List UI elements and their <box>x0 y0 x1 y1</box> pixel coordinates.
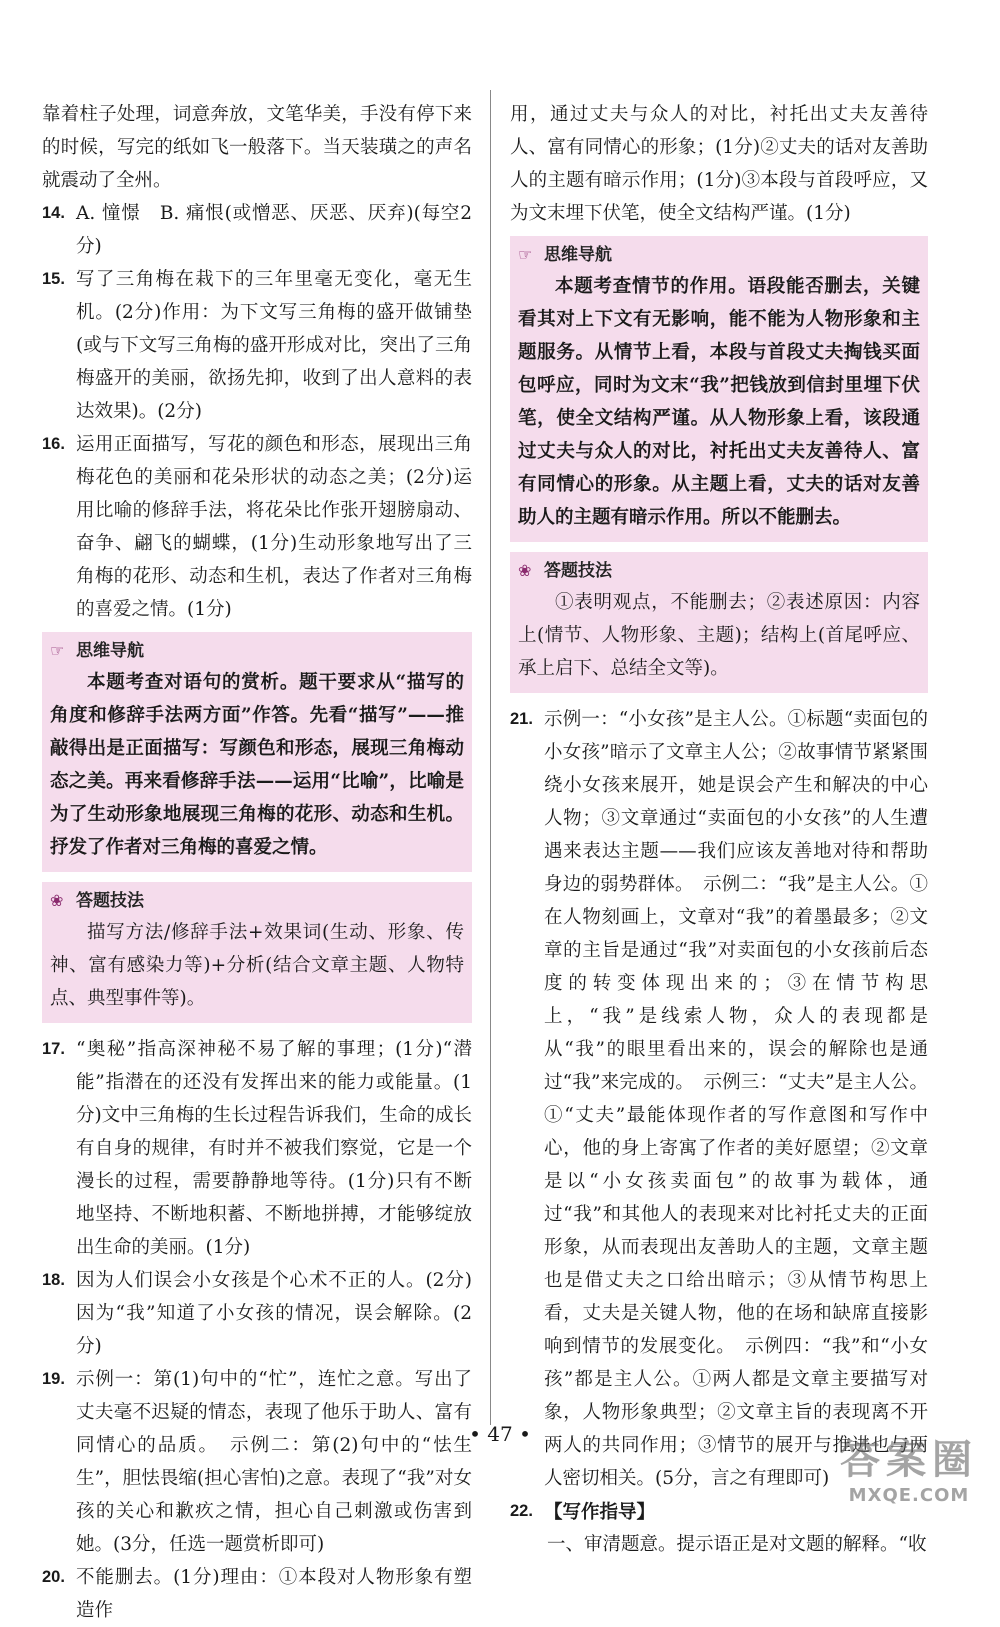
box-body: 本题考查对语句的赏析。题干要求从“描写的角度和修辞手法两方面”作答。先看“描写”——推敲得出是正面描写：写颜色和形态，展现三角梅动态之美。再来看修辞手法——运用“比喻”，比喻是为了生动形象地展现三角梅的花形、动态和生机。抒发了作者对三角梅的喜爱之情。 <box>50 672 464 858</box>
question-number: 22. <box>510 1502 533 1520</box>
box-title: 思维导航 <box>544 245 612 265</box>
column-divider <box>490 90 491 1425</box>
answer-text: 运用正面描写，写花的颜色和形态，展现出三角梅花色的美丽和花朵形状的动态之美；(2分)运用比喻的修辞手法，将花朵比作张开翅膀扇动、奋争、翩飞的蝴蝶，(1分)生动形象地写出了三角梅的花形、动态和生机，表达了作者对三角梅的喜爱之情。(1分) <box>76 434 472 620</box>
question-18 <box>42 1264 472 1363</box>
thinking-guide-box <box>42 632 472 872</box>
question-20 <box>42 1561 472 1627</box>
answer-technique-box <box>510 552 928 693</box>
question-15 <box>42 263 472 428</box>
box-body: 描写方法/修辞手法+效果词(生动、形象、传神、富有感染力等)+分析(结合文章主题、人物特点、典型事件等)。 <box>50 922 464 1009</box>
section-heading: 【写作指导】 <box>544 1501 656 1522</box>
question-20-continued: 用，通过丈夫与众人的对比，衬托出丈夫友善待人、富有同情心的形象；(1分)②丈夫的话对友善助人的主题有暗示作用；(1分)③本段与首段呼应，又为文末埋下伏笔，使全文结构严谨。(1分) <box>510 104 928 224</box>
question-16 <box>42 428 472 626</box>
question-number: 17. <box>42 1040 65 1058</box>
question-number: 14. <box>42 204 65 222</box>
writing-guide-text: 一、审清题意。提示语正是对文题的解释。“收 <box>547 1534 927 1555</box>
question-17 <box>42 1033 472 1264</box>
pointing-hand-icon <box>518 246 540 264</box>
intro-paragraph: 靠着柱子处理，词意奔放，文笔华美，手没有停下来的时候，写完的纸如飞一般落下。当天装璜之的声名就震动了全州。 <box>42 104 472 191</box>
answer-text: 示例一：第(1)句中的“忙”，连忙之意。写出了丈夫毫不迟疑的情态，表现了他乐于助人、富有同情心的品质。 示例二：第(2)句中的“怯生生”，胆怯畏缩(担心害怕)之意。表现了“我”对女孩的关心和歉疚之情，担心自己刺激或伤害到她。(3分，任选一题赏析即可) <box>76 1369 472 1555</box>
question-number: 19. <box>42 1370 65 1388</box>
answer-technique-box <box>42 882 472 1023</box>
thinking-guide-box <box>510 236 928 542</box>
page-number: • 47 • <box>469 1422 531 1446</box>
flower-icon <box>518 562 540 580</box>
box-title: 答题技法 <box>544 561 612 581</box>
watermark-title: 答案圈 <box>840 1437 978 1483</box>
question-number: 15. <box>42 270 65 288</box>
watermark-url: MXQE.COM <box>848 1485 970 1506</box>
flower-icon <box>50 892 72 910</box>
answer-text: A. 憧憬 B. 痛恨(或憎恶、厌恶、厌弃)(每空2分) <box>76 203 472 257</box>
left-column <box>42 98 472 1627</box>
question-14 <box>42 197 472 263</box>
answer-text: 不能删去。(1分)理由：①本段对人物形象有塑造作 <box>76 1567 472 1621</box>
question-number: 20. <box>42 1568 65 1586</box>
question-19 <box>42 1363 472 1561</box>
pointing-hand-icon <box>50 642 72 660</box>
watermark-logo <box>840 1428 978 1506</box>
box-title: 思维导航 <box>76 641 144 661</box>
right-column <box>510 98 928 1561</box>
answer-text: 示例一：“小女孩”是主人公。①标题“卖面包的小女孩”暗示了文章主人公；②故事情节紧紧围绕小女孩来展开，她是误会产生和解决的中心人物；③文章通过“卖面包的小女孩”的人生遭遇来表达主题——我们应该友善地对待和帮助身边的弱势群体。 示例二：“我”是主人公。①在人物刻画上，文章对“我”的着墨最多；②文章的主旨是通过“我”对卖面包的小女孩前后态度的转变体现出来的；③在情节构思上，“我”是线索人物，众人的表现都是从“我”的眼里看出来的，误会的解除也是通过“我”来完成的。 示例三：“丈夫”是主人公。①“丈夫”最能体现作者的写作意图和写作中心，他的身上寄寓了作者的美好愿望；②文章是以“小女孩卖面包”的故事为载体，通过“我”和其他人的表现来对比衬托丈夫的正面形象，从而表现出友善助人的主题，文章主题也是借丈夫之口给出暗示；③从情节构思上看，丈夫是关键人物，他的在场和缺席直接影响到情节的发展变化。 示例四：“我”和“小女孩”都是主人公。①两人都是文章主要描写对象，人物形象典型；②文章主旨的表现离不开两人的共同作用；③情节的展开与推进也与两人密切相关。(5分，言之有理即可) <box>544 709 928 1489</box>
box-body: ①表明观点，不能删去；②表述原因：内容上(情节、人物形象、主题)；结构上(首尾呼应、承上启下、总结全文等)。 <box>518 592 920 679</box>
answer-text: “奥秘”指高深神秘不易了解的事理；(1分)“潜能”指潜在的还没有发挥出来的能力或能量。(1分)文中三角梅的生长过程告诉我们，生命的成长有自身的规律，有时并不被我们察觉，它是一个漫长的过程，需要静静地等待。(1分)只有不断地坚持、不断地积蓄、不断地拼搏，才能够绽放出生命的美丽。(1分) <box>76 1039 472 1258</box>
answer-text: 写了三角梅在栽下的三年里毫无变化，毫无生机。(2分)作用：为下文写三角梅的盛开做铺垫(或与下文写三角梅的盛开形成对比，突出了三角梅盛开的美丽，欲扬先抑，收到了出人意料的表达效果)。(2分) <box>76 269 472 422</box>
box-title: 答题技法 <box>76 891 144 911</box>
question-number: 21. <box>510 710 533 728</box>
answer-text: 因为人们误会小女孩是个心术不正的人。(2分)因为“我”知道了小女孩的情况，误会解除。(2分) <box>76 1270 472 1357</box>
question-21 <box>510 703 928 1495</box>
question-number: 16. <box>42 435 65 453</box>
question-number: 18. <box>42 1271 65 1289</box>
box-body: 本题考查情节的作用。语段能否删去，关键看其对上下文有无影响，能不能为人物形象和主题服务。从情节上看，本段与首段丈夫掏钱买面包呼应，同时为文末“我”把钱放到信封里埋下伏笔，使全文结构严谨。从人物形象上看，该段通过丈夫与众人的对比，衬托出丈夫友善待人、富有同情心的形象。从主题上看，丈夫的话对友善助人的主题有暗示作用。所以不能删去。 <box>518 276 920 528</box>
